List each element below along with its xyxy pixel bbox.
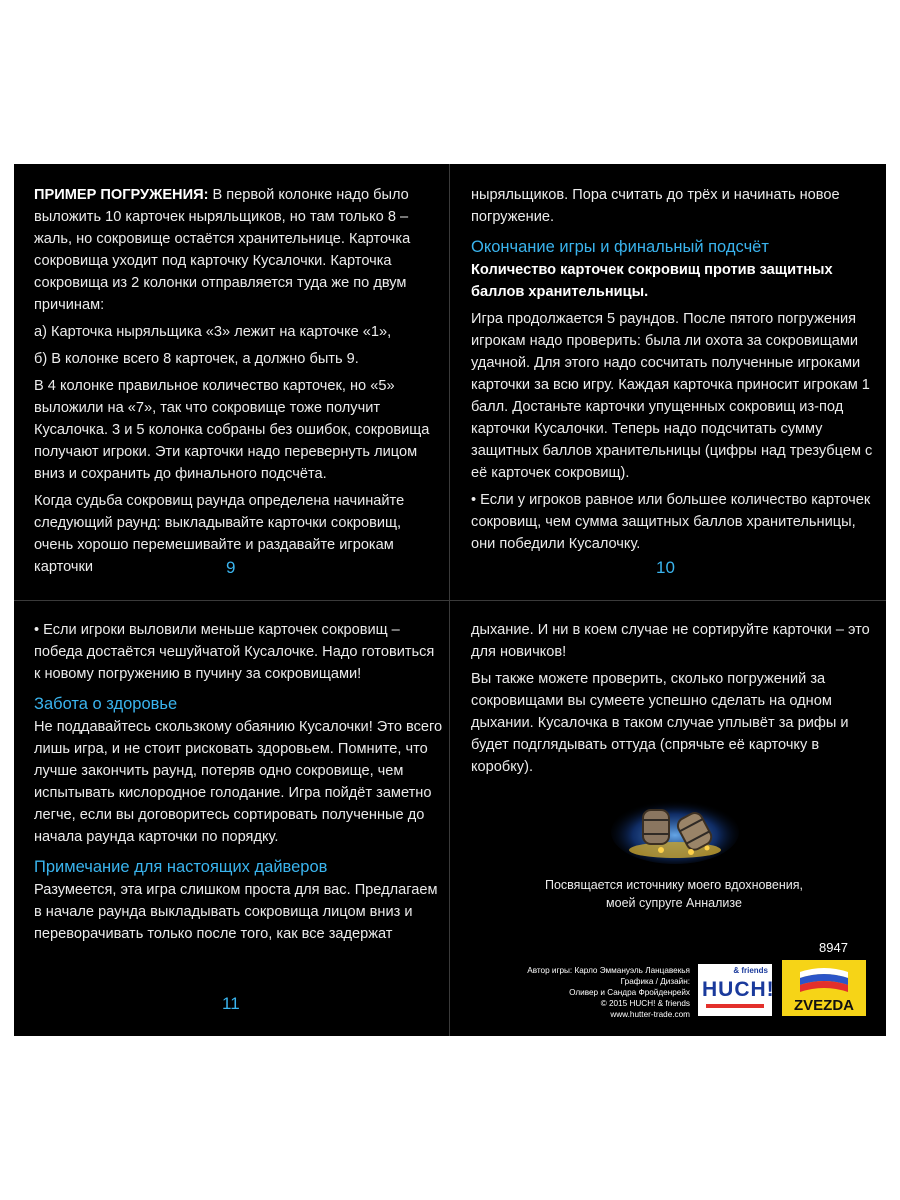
credit-graphics-names: Оливер и Сандра Фройденрейх xyxy=(569,988,690,997)
credit-copyright: © 2015 HUCH! & friends xyxy=(600,999,690,1008)
divers-paragraph: Разумеется, эта игра слишком проста для вас. Предлагаем в начале раунда выкладывать сокровища лицом вниз и переворачивать только после того, как все задержат xyxy=(34,882,438,942)
zvezda-logo-wordmark: ZVEZDA xyxy=(794,997,854,1014)
rules-booklet-sheet xyxy=(14,164,886,1036)
credit-url: www.hutter-trade.com xyxy=(610,1010,690,1019)
mermaid-wins-bullet: • Если игроки выловили меньше карточек сокровищ – победа достаётся чешуйчатой Кусалочке. Надо готовиться к новому погружению в пучину за сокровищами! xyxy=(34,622,435,682)
section-heading-divers: Примечание для настоящих дайверов xyxy=(34,858,328,876)
final-count-paragraph: Игра продолжается 5 раундов. После пятого погружения игрокам надо проверить: была ли охота за сокровищами удачной. Для этого надо сосчитать полученные игроками карточки за всю игру. Каждая карточка приносит игрокам 1 балл. Достаньте карточки упущенных сокровищ из-под карточки Кусалочки. Теперь надо подсчитать сумму защитных баллов хранительницы (цифры над трезубцем с её карточек сокровищ). xyxy=(471,311,873,481)
page-number-11: 11 xyxy=(222,994,240,1013)
column-4-paragraph: В 4 колонке правильное количество карточек, но «5» выложили на «7», так что сокровище тоже получит Кусалочка. 3 и 5 колонка собраны без ошибок, сокровища получают игроки. Эти карточки надо перевернуть лицом вниз и сохранить до финального подсчёта. xyxy=(34,378,430,482)
page-10 xyxy=(471,184,881,560)
credits-block xyxy=(494,965,690,1020)
reason-a: а) Карточка ныряльщика «3» лежит на карточке «1», xyxy=(34,324,392,340)
players-win-bullet: • Если у игроков равное или большее количество карточек сокровищ, чем сумма защитных баллов хранительницы, они победили Кусалочку. xyxy=(471,492,871,552)
page-11 xyxy=(34,619,444,950)
horizontal-fold-line xyxy=(14,600,886,601)
huch-friends-logo xyxy=(698,964,775,1016)
zvezda-logo xyxy=(782,960,866,1016)
section-heading-health: Забота о здоровье xyxy=(34,695,178,713)
dive-example-text: В первой колонке надо было выложить 10 карточек ныряльщиков, но там только 8 – жаль, но сокровище остаётся хранительнице. Карточка сокровища уходит под карточку Кусалочки. Карточка сокровища из 2 колонки отправляется туда же по двум причинам: xyxy=(34,187,411,313)
russian-flag-icon xyxy=(798,966,850,996)
page-number-9: 9 xyxy=(226,558,236,577)
dedication xyxy=(514,876,834,912)
page-9 xyxy=(34,184,444,583)
huch-logo-wordmark: HUCH! xyxy=(702,978,775,1001)
one-breath-paragraph: Вы также можете проверить, сколько погружений за сокровищами вы сумеете успешно сделать на одном дыхании. Кусалочка в таком случае уплывёт за рифы и будет подглядывать оттуда (спрячьте её карточку в коробку). xyxy=(471,671,849,775)
page-12 xyxy=(471,619,881,783)
dedication-line-1: Посвящается источнику моего вдохновения, xyxy=(544,878,804,892)
treasure-barrels-illustration xyxy=(609,792,741,864)
credit-author: Автор игры: Карло Эммануэль Ланцавекья xyxy=(527,966,690,975)
section-subheading: Количество карточек сокровищ против защитных баллов хранительницы. xyxy=(471,262,833,300)
dive-example-paragraph xyxy=(34,184,444,316)
health-paragraph: Не поддавайтесь скользкому обаянию Кусалочки! Это всего лишь игра, и не стоит рисковать здоровьем. Помните, что лучше закончить раунд, потеряв одно сокровище, чем испытывать кислородное голодание. Игра пойдёт заметно легче, если вы договоритесь сортировать полученные до начала раунда карточки по порядку. xyxy=(34,719,443,845)
huch-logo-stripe xyxy=(706,1004,764,1008)
credit-graphics-label: Графика / Дизайн: xyxy=(620,977,690,986)
continuation-text: ныряльщиков. Пора считать до трёх и начинать новое погружение. xyxy=(471,187,840,225)
page-number-10: 10 xyxy=(656,558,675,577)
section-heading-game-end: Окончание игры и финальный подсчёт xyxy=(471,238,769,256)
continuation-text: дыхание. И ни в коем случае не сортируйте карточки – это для новичков! xyxy=(471,622,870,660)
huch-logo-subtitle: & friends xyxy=(733,966,768,975)
dedication-line-2: моей супруге Аннализе xyxy=(606,896,742,910)
dive-example-label: ПРИМЕР ПОГРУЖЕНИЯ: xyxy=(34,187,209,203)
next-round-paragraph: Когда судьба сокровищ раунда определена начинайте следующий раунд: выкладывайте карточки сокровищ, очень хорошо перемешивайте и раздавайте игрокам карточки xyxy=(34,493,405,575)
product-code: 8947 xyxy=(819,940,848,955)
reason-b: б) В колонке всего 8 карточек, а должно быть 9. xyxy=(34,351,359,367)
